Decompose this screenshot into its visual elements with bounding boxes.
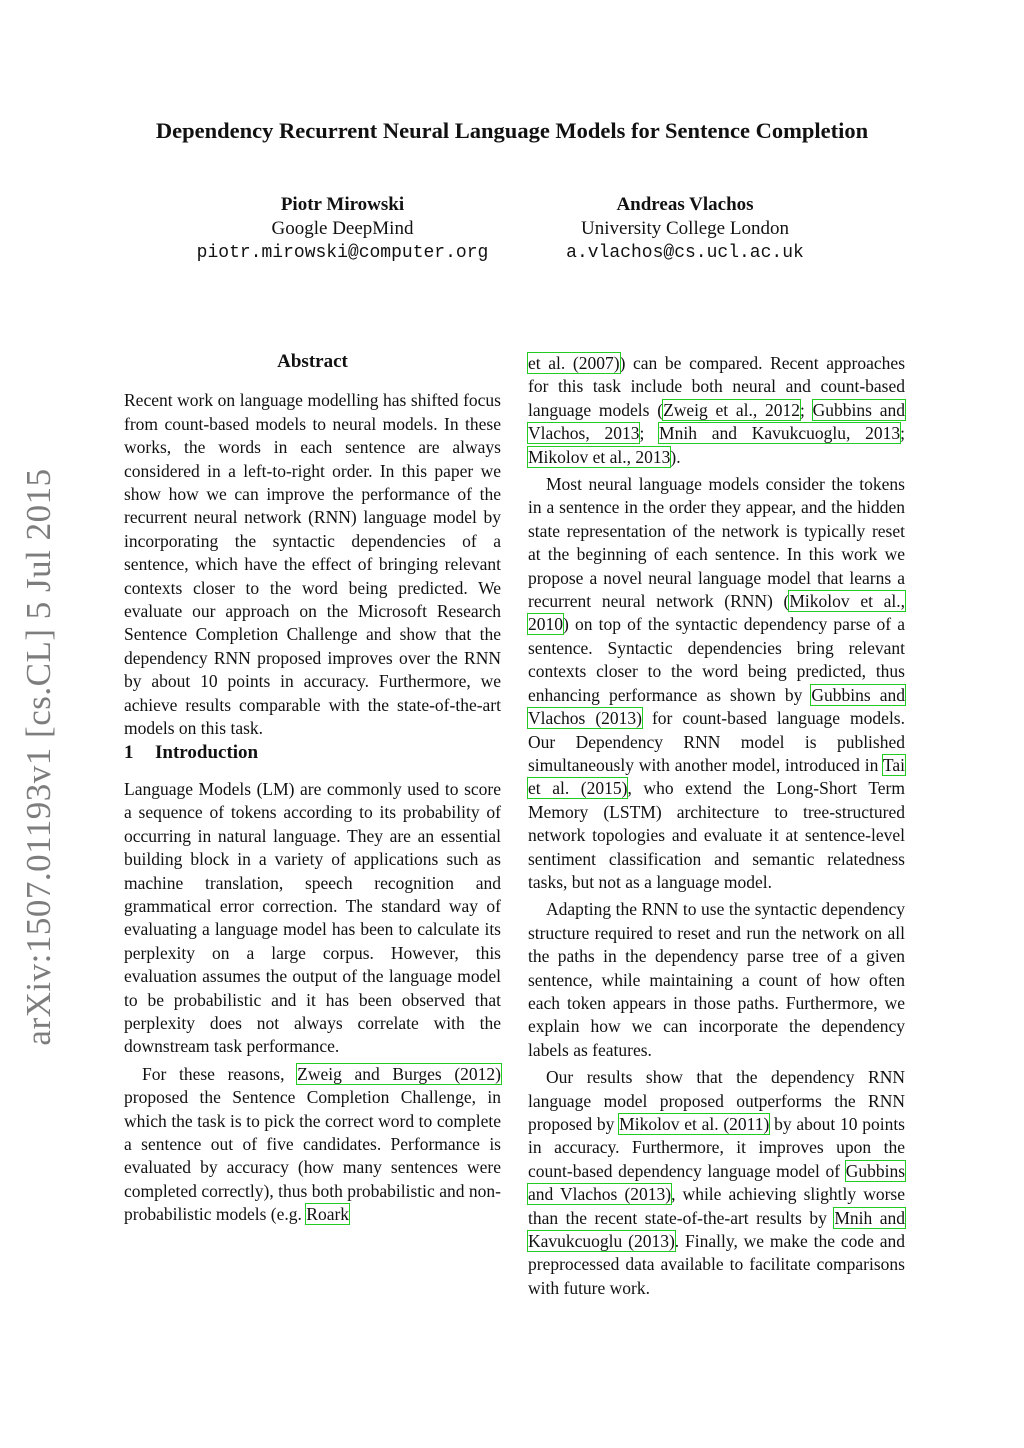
text-span: ). (670, 446, 681, 467)
citation-link[interactable]: Mikolov et al., 2013 (528, 446, 671, 467)
citation-link[interactable]: Gubbins and Vlachos (2013) (528, 684, 906, 729)
text-span: , who extend the Long-Short Term Memory (LSTM) architecture to tree-structured network topologies and evaluate it at sentence-level sentiment classification and semantic relatedness tasks, but not as a language model. (528, 778, 905, 892)
author-email: a.vlachos@cs.ucl.ac.uk (566, 243, 804, 263)
citation-link[interactable]: Gubbins and Vlachos (2013) (528, 1160, 906, 1205)
right-paragraph-1 (528, 352, 905, 469)
text-span: ; (900, 423, 905, 444)
text-span: for count-based language models. Our Dependency RNN model is published simultaneously with another model, introduced in (528, 708, 905, 775)
right-paragraph-4 (528, 1066, 905, 1300)
section-title: Introduction (155, 741, 259, 763)
citation-link[interactable]: Gubbins and Vlachos, 2013 (528, 399, 906, 444)
section-number: 1 (124, 741, 134, 763)
author-affiliation: Google DeepMind (271, 218, 414, 239)
citation-link[interactable]: Tai et al. (2015) (528, 754, 905, 799)
citation-link[interactable]: Mnih and Kavukcuoglu, 2013 (659, 423, 901, 444)
text-span: proposed the Sentence Completion Challenge, in which the task is to pick the correct word to complete a sentence out of five candidates. Performance is evaluated by accuracy (how many sentences were completed correctly), thus both probabilistic and non-probabilistic models (e.g. (124, 1087, 501, 1225)
text-span: Our results show that the dependency RNN language model proposed outperforms the RNN proposed by (528, 1067, 905, 1134)
text-span: Most neural language models consider the tokens in a sentence in the order they appear, and the hidden state representation of the network is typically reset at the beginning of each sentence. In this work we propose a novel neural language model that learns a recurrent neural network (RNN) ( (528, 474, 905, 612)
text-span: , while achieving slightly worse than the recent state-of-the-art results by (528, 1184, 905, 1228)
author-block-1 (160, 193, 525, 265)
text-span: ; (639, 423, 660, 444)
author-affiliation: University College London (581, 218, 789, 239)
text-span: ) can be compared. Recent approaches for this task include both neural and count-based language models ( (528, 353, 905, 420)
text-span: by about 10 points in accuracy. Furthermore, it improves upon the count-based dependency language model of (528, 1114, 905, 1181)
abstract-heading: Abstract (277, 351, 348, 372)
text-span: . Finally, we make the code and preprocessed data available to facilitate comparisons with future work. (528, 1231, 905, 1298)
right-paragraph-2 (528, 473, 905, 894)
citation-link[interactable]: Mikolov et al. (2011) (619, 1114, 770, 1134)
text-span: ) on top of the syntactic dependency parse of a sentence. Syntactic dependencies bring relevant contexts closer to the word being predicted, thus enhancing performance as shown by (528, 614, 905, 705)
right-column (528, 352, 905, 1300)
author-email: piotr.mirowski@computer.org (196, 243, 489, 263)
section-heading (124, 741, 501, 764)
left-column (124, 350, 501, 1227)
text-span: For these reasons, (142, 1063, 285, 1084)
author-name: Andreas Vlachos (616, 194, 754, 215)
abstract-text: Recent work on language modelling has shifted focus from count-based models to neural models. In these works, the words in each sentence are always considered in a left-to-right order. In this paper we show how we can improve the performance of the recurrent neural network (RNN) language model by incorporating the syntactic dependencies of a sentence, which have the effect of bringing relevant contexts closer to the word being predicted. We evaluate our approach on the Microsoft Research Sentence Completion Challenge and show that the dependency RNN proposed improves over the RNN by about 10 points in accuracy. Furthermore, we achieve results comparable with the state-of-the-art models on this task. (124, 390, 501, 739)
intro-paragraph-1: Language Models (LM) are commonly used to score a sequence of tokens according to its probability of occurring in natural language. They are an essential building block in a variety of applications such as machine translation, speech recognition and grammatical error correction. The standard way of evaluating a language model has been to calculate its perplexity on a large corpus. However, this evaluation assumes the output of the language model to be probabilistic and it has been observed that perplexity does not always correlate with the downstream task performance. (124, 778, 501, 1057)
right-paragraph-3: Adapting the RNN to use the syntactic dependency structure required to reset and run the network on all the paths in the dependency parse tree of a given sentence, while maintaining a count of how often each token appears in those paths. Furthermore, we explain how we can incorporate the dependency labels as features. (528, 899, 905, 1060)
author-block-2 (535, 193, 835, 265)
arxiv-identifier-text: arXiv:1507.01193v1 [cs.CL] 5 Jul 2015 (19, 468, 58, 1046)
citation-link[interactable]: et al. (2007) (528, 353, 620, 373)
citation-link[interactable]: Zweig and Burges (2012) (297, 1063, 501, 1084)
text-span: ; (800, 399, 813, 420)
intro-paragraph-2 (124, 1063, 501, 1227)
citation-link[interactable]: Mikolov et al., 2010 (528, 591, 906, 635)
author-name: Piotr Mirowski (280, 194, 405, 215)
arxiv-identifier (14, 468, 64, 1046)
citation-link[interactable]: Zweig et al., 2012 (663, 399, 801, 420)
paper-title: Dependency Recurrent Neural Language Models for Sentence Completion (155, 118, 869, 143)
citation-link[interactable]: Roark (306, 1204, 350, 1225)
citation-link[interactable]: Mnih and Kavukcuoglu (2013) (528, 1207, 905, 1252)
